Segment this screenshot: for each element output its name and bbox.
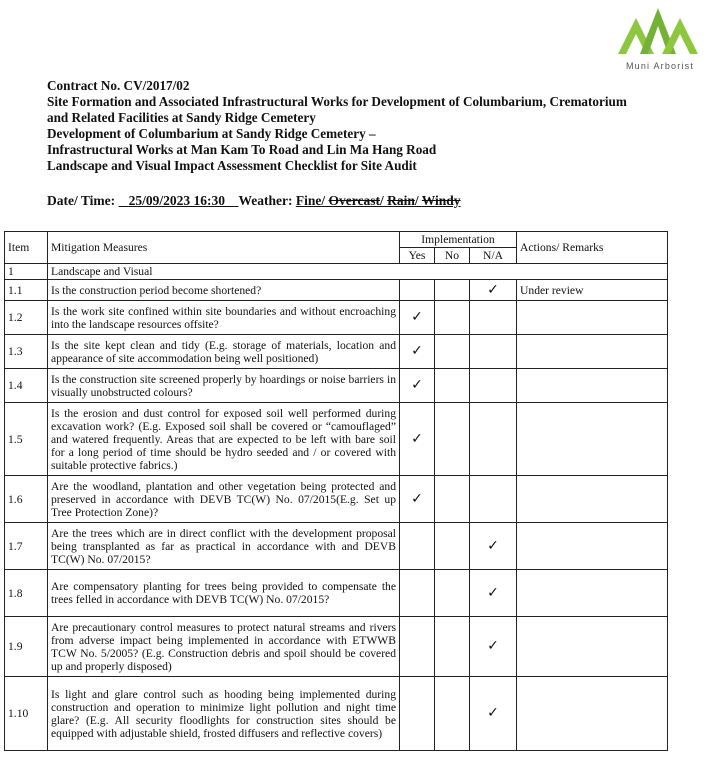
row-mitigation-text: Is the erosion and dust control for exposed soil well performed during excavation work? (E.g. Exposed soil shall be covered or “camouflaged” and watered frequently. Areas that are expected to be left with bare soil for a long period of time should be hydro seeded and / or covered with suitable protective fabrics.) — [48, 403, 400, 476]
weather-overcast: Overcast — [328, 193, 380, 208]
check-mark-icon: ✓ — [487, 638, 499, 654]
row-yes-cell — [400, 280, 435, 301]
table-row — [5, 476, 668, 523]
table-row — [5, 523, 668, 570]
row-na-cell — [470, 617, 517, 677]
date-label: Date/ Time: — [47, 193, 116, 208]
weather-fine: Fine — [295, 193, 322, 208]
check-mark-icon: ✓ — [487, 537, 499, 554]
row-item-number: 1.6 — [5, 476, 48, 523]
row-remark — [517, 369, 668, 403]
row-remark — [517, 476, 668, 523]
logo-text: Muni Arborist — [625, 61, 695, 71]
project-title-line-1: Site Formation and Associated Infrastructural Works for Development of Columbarium, Crematorium — [47, 94, 627, 109]
row-na-cell — [470, 369, 517, 403]
row-mitigation-text: Is the site kept clean and tidy (E.g. storage of materials, location and appearance of site accommodation being well positioned) — [48, 335, 400, 369]
row-na-cell — [470, 677, 517, 751]
section-title: Landscape and Visual — [48, 264, 668, 280]
weather-rain: Rain — [387, 193, 415, 208]
check-mark-icon: ✓ — [487, 281, 499, 298]
row-remark — [517, 403, 668, 476]
document-header — [47, 78, 697, 174]
project-subtitle-line-1: Development of Columbarium at Sandy Ridge Cemetery – — [47, 126, 376, 141]
row-remark — [517, 570, 668, 617]
row-na-cell — [470, 570, 517, 617]
row-yes-cell — [400, 523, 435, 570]
row-mitigation-text: Are the woodland, plantation and other vegetation being protected and preserved in accordance with DEVB TC(W) No. 07/2015(E.g. Set up Tree Protection Zone)? — [48, 476, 400, 523]
table-row — [5, 617, 668, 677]
header-na: N/A — [470, 248, 517, 264]
row-mitigation-text: Are compensatory planting for trees being provided to compensate the trees felled in accordance with DEVB TC(W) No. 07/2015? — [48, 570, 400, 617]
row-yes-cell — [400, 570, 435, 617]
project-title-line-2: and Related Facilities at Sandy Ridge Cemetery — [47, 110, 316, 125]
row-mitigation-text: Is light and glare control such as hooding being implemented during construction and operation to minimize light pollution and night time glare? (E.g. All security floodlights for construction sites should be equipped with adjustable shield, frosted diffusers and reflective covers) — [48, 677, 400, 751]
check-mark-icon: ✓ — [411, 309, 423, 325]
header-mitigation-measures: Mitigation Measures — [48, 232, 400, 264]
check-mark-icon: ✓ — [411, 490, 423, 507]
row-mitigation-text: Are the trees which are in direct conflict with the development proposal being transplanted as far as practical in accordance with and DEVB TC(W) No. 07/2015? — [48, 523, 400, 570]
check-mark-icon: ✓ — [487, 584, 499, 601]
row-remark — [517, 677, 668, 751]
row-remark — [517, 301, 668, 335]
row-mitigation-text: Is the construction period become shortened? — [48, 280, 400, 301]
row-no-cell — [435, 677, 470, 751]
row-yes-cell — [400, 617, 435, 677]
check-mark-icon: ✓ — [411, 343, 423, 359]
row-yes-cell — [400, 476, 435, 523]
row-item-number: 1.9 — [5, 617, 48, 677]
project-subtitle-line-2: Infrastructural Works at Man Kam To Road and Lin Ma Hang Road — [47, 142, 437, 157]
header-implementation: Implementation — [400, 232, 517, 248]
row-na-cell — [470, 403, 517, 476]
table-row — [5, 280, 668, 301]
weather-windy: Windy — [421, 193, 461, 208]
header-yes: Yes — [400, 248, 435, 264]
row-item-number: 1.2 — [5, 301, 48, 335]
row-yes-cell — [400, 403, 435, 476]
row-yes-cell — [400, 369, 435, 403]
row-mitigation-text: Is the construction site screened properly by hoardings or noise barriers in visually unobstructed colours? — [48, 369, 400, 403]
header-item: Item — [5, 232, 48, 264]
row-na-cell — [470, 301, 517, 335]
checklist-title: Landscape and Visual Impact Assessment Checklist for Site Audit — [47, 158, 417, 173]
row-item-number: 1.3 — [5, 335, 48, 369]
section-number: 1 — [5, 264, 48, 280]
row-no-cell — [435, 403, 470, 476]
row-no-cell — [435, 523, 470, 570]
date-weather-line — [47, 193, 461, 209]
weather-label: Weather: — [238, 193, 293, 208]
contract-number: Contract No. CV/2017/02 — [47, 78, 190, 93]
row-no-cell — [435, 617, 470, 677]
row-na-cell — [470, 335, 517, 369]
header-actions-remarks: Actions/ Remarks — [517, 232, 668, 264]
row-item-number: 1.10 — [5, 677, 48, 751]
section-row — [5, 264, 668, 280]
row-item-number: 1.4 — [5, 369, 48, 403]
row-no-cell — [435, 570, 470, 617]
row-remark: Under review — [517, 280, 668, 301]
row-item-number: 1.8 — [5, 570, 48, 617]
row-na-cell — [470, 280, 517, 301]
row-mitigation-text: Is the work site confined within site boundaries and without encroaching into the landscape resources offsite? — [48, 301, 400, 335]
row-yes-cell — [400, 335, 435, 369]
check-mark-icon: ✓ — [411, 430, 423, 447]
row-yes-cell — [400, 677, 435, 751]
table-row — [5, 403, 668, 476]
row-no-cell — [435, 301, 470, 335]
row-remark — [517, 335, 668, 369]
row-item-number: 1.5 — [5, 403, 48, 476]
row-no-cell — [435, 369, 470, 403]
row-item-number: 1.1 — [5, 280, 48, 301]
row-remark — [517, 523, 668, 570]
checklist-table — [4, 231, 668, 751]
header-no: No — [435, 248, 470, 264]
row-no-cell — [435, 476, 470, 523]
check-mark-icon: ✓ — [487, 705, 499, 721]
row-na-cell — [470, 476, 517, 523]
row-yes-cell — [400, 301, 435, 335]
row-no-cell — [435, 280, 470, 301]
muni-arborist-logo — [610, 4, 706, 74]
date-value: 25/09/2023 16:30 — [128, 193, 225, 208]
check-mark-icon: ✓ — [411, 377, 423, 393]
table-row — [5, 335, 668, 369]
weather-options: Fine/ Overcast/ Rain/ Windy — [295, 193, 461, 208]
row-mitigation-text: Are precautionary control measures to protect natural streams and rivers from adverse impact being implemented in accordance with ETWWB TCW No. 5/2005? (E.g. Construction debris and spoil should be covered up and properly disposed) — [48, 617, 400, 677]
row-item-number: 1.7 — [5, 523, 48, 570]
row-no-cell — [435, 335, 470, 369]
table-row — [5, 369, 668, 403]
row-na-cell — [470, 523, 517, 570]
table-row — [5, 570, 668, 617]
logo-mark-icon — [616, 4, 702, 58]
table-row — [5, 677, 668, 751]
row-remark — [517, 617, 668, 677]
table-row — [5, 301, 668, 335]
